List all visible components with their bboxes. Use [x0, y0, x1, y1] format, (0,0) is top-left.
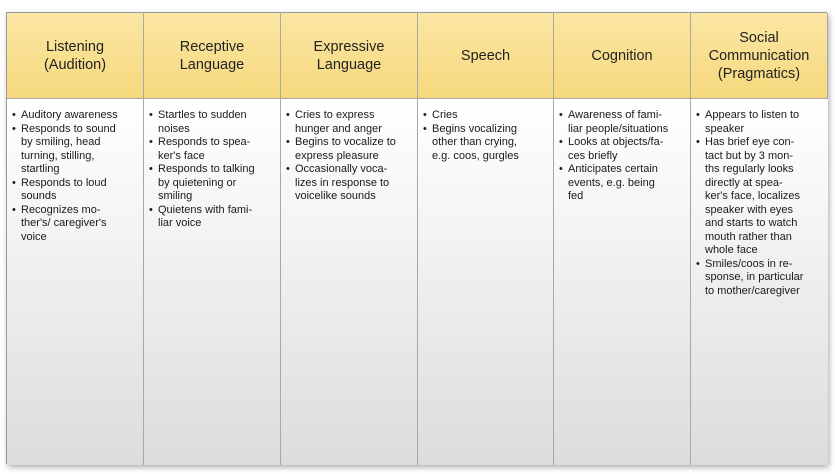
list-item: • Startles to sudden noises — [149, 109, 274, 136]
cell-listening — [7, 99, 144, 465]
list-item: • Responds to loud sounds — [12, 177, 137, 204]
header-expressive-language: Expressive Language — [281, 13, 418, 99]
list-listening — [12, 109, 137, 244]
cell-cognition — [554, 99, 691, 465]
list-item: • Responds to spea- ker's face — [149, 136, 274, 163]
development-table — [6, 12, 827, 464]
header-receptive-language: Receptive Language — [144, 13, 281, 99]
list-item: • Begins to vocalize to express pleasure — [286, 136, 411, 163]
cell-receptive-language — [144, 99, 281, 465]
list-item: • Recognizes mo- ther's/ caregiver's voice — [12, 204, 137, 245]
list-receptive-language — [149, 109, 274, 231]
list-item: • Has brief eye con- tact but by 3 mon- ths regularly looks directly at spea- ker's face, localizes speaker with eyes and starts to watch mouth rather than whole face — [696, 136, 822, 258]
list-item: • Anticipates certain events, e.g. being fed — [559, 163, 684, 204]
cell-expressive-language — [281, 99, 418, 465]
list-social-communication — [696, 109, 822, 298]
list-item: • Begins vocalizing other than crying, e.g. coos, gurgles — [423, 123, 547, 164]
header-social-communication: Social Communication (Pragmatics) — [691, 13, 828, 99]
list-item: • Awareness of fami- liar people/situations — [559, 109, 684, 136]
header-listening: Listening (Audition) — [7, 13, 144, 99]
list-item: • Looks at objects/fa- ces briefly — [559, 136, 684, 163]
list-item: • Occasionally voca- lizes in response to voicelike sounds — [286, 163, 411, 204]
list-item: • Auditory awareness — [12, 109, 137, 123]
header-speech: Speech — [418, 13, 554, 99]
list-item: • Quietens with fami- liar voice — [149, 204, 274, 231]
list-speech — [423, 109, 547, 163]
cell-social-communication — [691, 99, 828, 465]
list-item: • Cries to express hunger and anger — [286, 109, 411, 136]
list-item: • Smiles/coos in re- sponse, in particular to mother/caregiver — [696, 258, 822, 299]
list-item: • Responds to talking by quietening or smiling — [149, 163, 274, 204]
list-item: • Appears to listen to speaker — [696, 109, 822, 136]
list-item: • Responds to sound by smiling, head turning, stilling, startling — [12, 123, 137, 177]
list-item: • Cries — [423, 109, 547, 123]
cell-speech — [418, 99, 554, 465]
list-expressive-language — [286, 109, 411, 204]
header-cognition: Cognition — [554, 13, 691, 99]
list-cognition — [559, 109, 684, 204]
